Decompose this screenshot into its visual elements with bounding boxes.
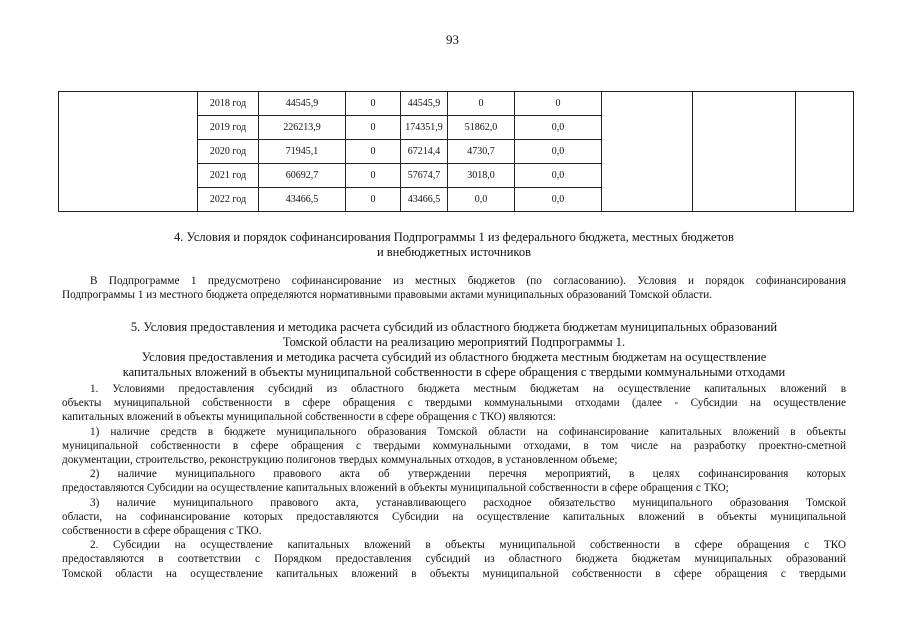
paragraph-2 [62, 425, 846, 468]
text-line: В Подпрограмме 1 предусмотрено софинансирование из местных бюджетов (по согласованию). Условия и порядок софинансирования [90, 275, 846, 287]
cell-regional: 57674,7 [401, 164, 448, 188]
text-line: 2) наличие муниципального правового акта об утверждении перечня мероприятий, в целях софинансирования которых [90, 468, 846, 481]
paragraph-3 [62, 467, 846, 495]
cell-total: 71945,1 [259, 140, 346, 164]
cell-regional: 174351,9 [401, 116, 448, 140]
heading-line: и внебюджетных источников [376, 245, 532, 259]
cell-extra: 0 [515, 92, 602, 116]
financing-table [58, 91, 854, 212]
text-line: 2. Субсидии на осуществление капитальных вложений в объекты муниципальной собственности в сфере обращения с ТКО [90, 539, 846, 552]
text-line: объекты муниципальной собственности в сфере обращения с твердыми коммунальными отходами (далее - Субсидии на осуществление [62, 397, 846, 410]
cell-local: 3018,0 [448, 164, 515, 188]
cell-extra: 0,0 [515, 164, 602, 188]
text-line: предоставляются Субсидии на осуществление капитальных вложений в объекты муниципальной собственности в сфере обращения с ТКО; [62, 482, 729, 495]
cell-total: 43466,5 [259, 188, 346, 212]
cell-year: 2022 год [198, 188, 259, 212]
cell-federal: 0 [346, 140, 401, 164]
text-line: 3) наличие муниципального правового акта, устанавливающего расходное обязательство муниципального образования Томской [90, 496, 846, 509]
table-row [59, 92, 854, 116]
text-line: документации, строительство, реконструкцию полигонов твердых коммунальных отходов, в установленном объеме; [62, 454, 618, 467]
text-line: предоставляются в соответствии с Порядком предоставления субсидий из областного бюджета бюджетам муниципальных образований [62, 553, 846, 566]
cell-extra: 0,0 [515, 188, 602, 212]
text-line: Подпрограммы 1 из местного бюджета определяются нормативными правовыми актами муниципальных образований Томской области. [62, 289, 713, 302]
text-line: собственности в сфере обращения с ТКО. [62, 525, 262, 538]
paragraph-1 [62, 382, 846, 425]
section-4-body [62, 274, 846, 302]
cell-federal: 0 [346, 116, 401, 140]
cell-local: 0 [448, 92, 515, 116]
cell-total: 44545,9 [259, 92, 346, 116]
cell-regional: 44545,9 [401, 92, 448, 116]
cell-federal: 0 [346, 164, 401, 188]
cell-local: 4730,7 [448, 140, 515, 164]
empty-cell [59, 92, 198, 212]
cell-local: 0,0 [448, 188, 515, 212]
paragraph-5 [62, 538, 846, 581]
text-line: Томской области на осуществление капитальных вложений в объекты муниципальной собственности в сфере обращения с твердыми [62, 567, 846, 580]
section-5-body [62, 382, 846, 581]
cell-year: 2020 год [198, 140, 259, 164]
cell-total: 60692,7 [259, 164, 346, 188]
cell-extra: 0,0 [515, 140, 602, 164]
page-number: 93 [446, 32, 459, 47]
section-4-heading [62, 230, 846, 260]
cell-federal: 0 [346, 188, 401, 212]
cell-extra: 0,0 [515, 116, 602, 140]
empty-cell [693, 92, 796, 212]
cell-local: 51862,0 [448, 116, 515, 140]
empty-cell [602, 92, 693, 212]
cell-regional: 67214,4 [401, 140, 448, 164]
text-line: 1) наличие средств в бюджете муниципального образования Томской области на софинансирование капитальных вложений в объекты [90, 425, 846, 438]
heading-line: 4. Условия и порядок софинансирования Подпрограммы 1 из федерального бюджета, местных бюджетов [174, 230, 734, 244]
cell-year: 2019 год [198, 116, 259, 140]
cell-year: 2018 год [198, 92, 259, 116]
text-line: капитальных вложений в объекты муниципальной собственности в сфере обращения с ТКО) являются: [62, 411, 556, 424]
section-5-heading [62, 320, 846, 380]
text-line: 1. Условиями предоставления субсидий из областного бюджета местным бюджетам на осуществление капитальных вложений в [90, 383, 846, 395]
cell-total: 226213,9 [259, 116, 346, 140]
heading-line: Условия предоставления и методика расчета субсидий из областного бюджета местным бюджетам на осуществление [141, 350, 767, 364]
cell-regional: 43466,5 [401, 188, 448, 212]
cell-federal: 0 [346, 92, 401, 116]
heading-line: 5. Условия предоставления и методика расчета субсидий из областного бюджета бюджетам муниципальных образований [130, 320, 778, 334]
text-line: области, на софинансирование которых предоставляются Субсидии на осуществление капитальных вложений в объекты муниципальной [62, 510, 846, 523]
paragraph-4 [62, 496, 846, 539]
cell-year: 2021 год [198, 164, 259, 188]
heading-line: капитальных вложений в объекты муниципальной собственности в сфере обращения с твердыми коммунальными отходами [122, 365, 786, 379]
heading-line: Томской области на реализацию мероприятий Подпрограммы 1. [282, 335, 626, 349]
empty-cell [796, 92, 854, 212]
text-line: муниципальной собственности в сфере обращения с твердыми коммунальными отходами, в том числе на разработку проектно-сметной [62, 439, 846, 452]
